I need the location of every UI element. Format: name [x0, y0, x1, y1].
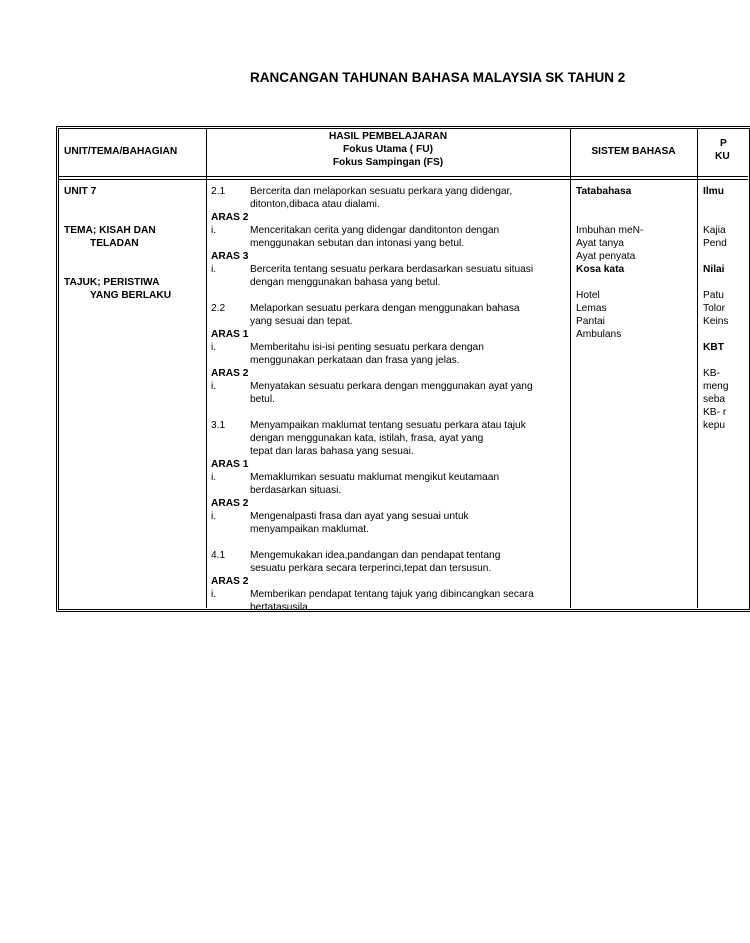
outcome-text: Bercerita tentang sesuatu perkara berdasarkan sesuatu situasi: [250, 264, 534, 275]
outcome-text: menyampaikan maklumat.: [250, 524, 369, 535]
list-item: KB- r: [703, 407, 727, 418]
list-item: Hotel: [576, 290, 600, 301]
outcome-text: dengan menggunakan kata, istilah, frasa, ayat yang: [250, 433, 484, 444]
category-heading: Kosa kata: [576, 264, 625, 275]
tema-label: TEMA; KISAH DAN: [64, 225, 156, 236]
category-heading: Tatabahasa: [576, 186, 632, 197]
outcome-text: Menceritakan cerita yang didengar danditonton dengan: [250, 225, 500, 236]
list-item: Lemas: [576, 303, 607, 314]
list-item: Imbuhan meN-: [576, 225, 644, 236]
aras-label: ARAS 3: [211, 251, 249, 262]
outcome-number: 2.1: [211, 186, 226, 197]
list-item: KB-: [703, 368, 720, 379]
outcome-number: i.: [211, 264, 217, 275]
aras-label: ARAS 1: [211, 329, 249, 340]
tema-label-cont: TELADAN: [90, 238, 139, 249]
unit-label: UNIT 7: [64, 186, 97, 197]
outcome-number: i.: [211, 225, 217, 236]
outcome-number: i.: [211, 511, 217, 522]
outcome-number: 4.1: [211, 550, 226, 561]
category-heading: Ilmu: [703, 186, 724, 197]
aras-label: ARAS 2: [211, 576, 249, 587]
list-item: Pend: [703, 238, 727, 249]
header-hasil-2: Fokus Utama ( FU): [343, 144, 433, 155]
outcome-number: 2.2: [211, 303, 226, 314]
header-divider-double: [58, 179, 748, 180]
outcome-text: ditonton,dibaca atau dialami.: [250, 199, 380, 210]
column-divider-3: [697, 128, 698, 608]
list-item: Keins: [703, 316, 729, 327]
outcome-text: yang sesuai dan tepat.: [250, 316, 353, 327]
category-heading: Nilai: [703, 264, 725, 275]
aras-label: ARAS 1: [211, 459, 249, 470]
tajuk-label: TAJUK; PERISTIWA: [64, 277, 160, 288]
outcome-text: betul.: [250, 394, 275, 405]
outcome-number: i.: [211, 381, 217, 392]
category-heading: KBT: [703, 342, 724, 353]
outcome-number: i.: [211, 472, 217, 483]
header-hasil-3: Fokus Sampingan (FS): [332, 157, 444, 168]
outcome-text: Menyatakan sesuatu perkara dengan menggunakan ayat yang: [250, 381, 533, 392]
outcome-text: menggunakan sebutan dan intonasi yang betul.: [250, 238, 465, 249]
outcome-text: Memberikan pendapat tentang tajuk yang dibincangkan secara: [250, 589, 534, 600]
header-divider: [58, 176, 748, 177]
outcome-text: menggunakan perkataan dan frasa yang jelas.: [250, 355, 460, 366]
outcome-text: sesuatu perkara secara terperinci,tepat dan tersusun.: [250, 563, 492, 574]
list-item: Ayat tanya: [576, 238, 624, 249]
outcome-text: tepat dan laras bahasa yang sesuai.: [250, 446, 414, 457]
table-frame: [58, 128, 750, 610]
list-item: Ambulans: [576, 329, 622, 340]
list-item: Ayat penyata: [576, 251, 636, 262]
column-divider-1: [206, 128, 207, 608]
list-item: seba: [703, 394, 726, 405]
list-item: Patu: [703, 290, 724, 301]
outcome-number: i.: [211, 589, 217, 600]
document-title: RANCANGAN TAHUNAN BAHASA MALAYSIA SK TAHUN 2: [250, 70, 626, 85]
header-col5-line2: KU: [715, 151, 730, 162]
outcome-text: berdasarkan situasi.: [250, 485, 342, 496]
outcome-text: Menyampaikan maklumat tentang sesuatu perkara atau tajuk: [250, 420, 526, 431]
outcome-text: dengan menggunakan bahasa yang betul.: [250, 277, 441, 288]
aras-label: ARAS 2: [211, 368, 249, 379]
outcome-number: i.: [211, 342, 217, 353]
outcome-text: Bercerita dan melaporkan sesuatu perkara yang didengar,: [250, 186, 513, 197]
list-item: Tolor: [703, 303, 726, 314]
outcome-text: Memaklumkan sesuatu maklumat mengikut keutamaan: [250, 472, 500, 483]
list-item: kepu: [703, 420, 726, 431]
outcome-number: 3.1: [211, 420, 226, 431]
list-item: Pantai: [576, 316, 605, 327]
column-divider-2: [570, 128, 571, 608]
outcome-text: Memberitahu isi-isi penting sesuatu perkara dengan: [250, 342, 484, 353]
aras-label: ARAS 2: [211, 212, 249, 223]
tajuk-label-cont: YANG BERLAKU: [90, 290, 172, 301]
outcome-text: Mengemukakan idea,pandangan dan pendapat tentang: [250, 550, 501, 561]
outcome-text: bertatasusila.: [250, 602, 311, 613]
aras-label: ARAS 2: [211, 498, 249, 509]
outcome-text: Mengenalpasti frasa dan ayat yang sesuai untuk: [250, 511, 469, 522]
header-sistem-bahasa: SISTEM BAHASA: [591, 146, 676, 157]
header-col5-line1: P: [720, 138, 727, 149]
outcome-text: Melaporkan sesuatu perkara dengan menggunakan bahasa: [250, 303, 520, 314]
header-unit: UNIT/TEMA/BAHAGIAN: [64, 146, 178, 157]
header-hasil-1: HASIL PEMBELAJARAN: [328, 131, 448, 142]
list-item: Kajia: [703, 225, 726, 236]
list-item: meng: [703, 381, 729, 392]
